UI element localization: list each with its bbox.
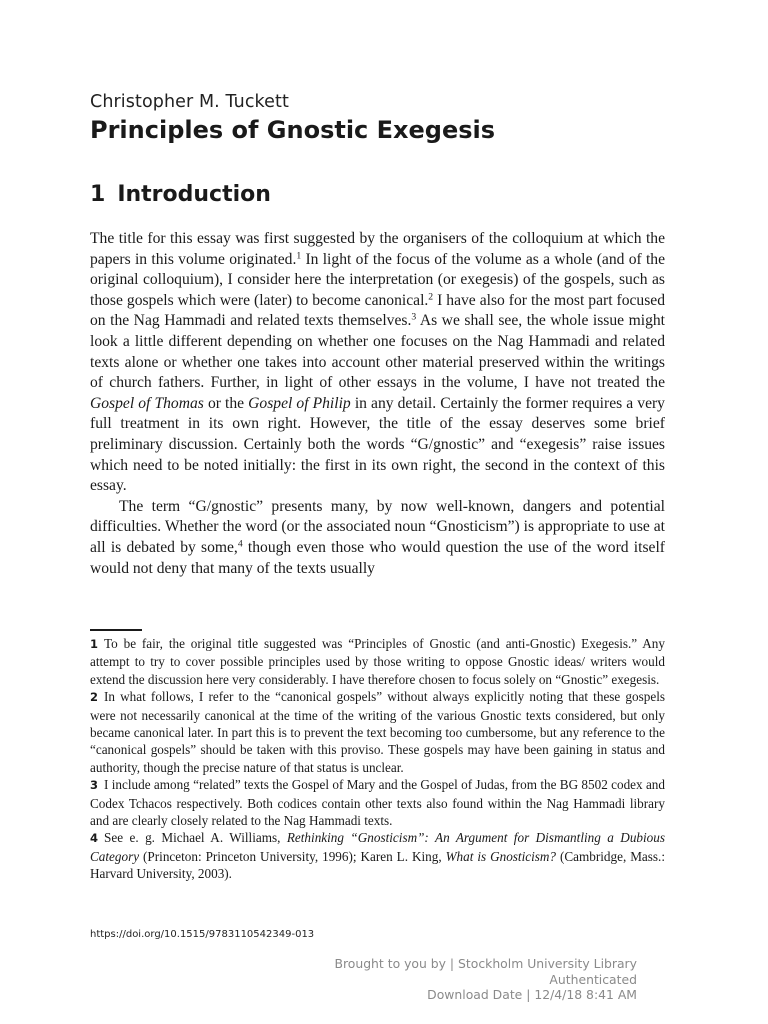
watermark-line: Brought to you by | Stockholm University Library bbox=[334, 956, 637, 971]
footnote-text: I include among “related” texts the Gospel of Mary and the Gospel of Judas, from the BG 8502 codex and Codex Tchacos respectively. Both codices contain other texts also found within the Nag Hammadi library and are clearly closely related to the Nag Hammadi texts. bbox=[90, 777, 665, 829]
text-run: As we shall see, the whole issue might look a little different depending on whether one focuses on the Nag Hammadi and related texts alone or whether one takes into account other material preserved within the writings of church fathers. Further, in light of other essays in the volume, I have not treated the bbox=[90, 312, 665, 392]
footnotes bbox=[90, 635, 665, 883]
footnote-text: (Cambridge, Mass.: Harvard University, 2003). bbox=[90, 848, 666, 882]
footnote-number: 3 bbox=[90, 778, 99, 793]
italic-title: What is Gnosticism? bbox=[445, 848, 557, 864]
watermark-line: Authenticated bbox=[549, 971, 637, 987]
footnote-divider bbox=[90, 629, 142, 631]
footnote-text: To be fair, the original title suggested was “Principles of Gnostic (and anti-Gnostic) Exegesis.” Any attempt to try to cover possible principles used by those writing to oppose Gnostic ideas/ writers would extend the discussion here very considerably. I have therefore chosen to focus solely on “Gnostic” exegesis. bbox=[90, 636, 665, 687]
footnote-ref-4: 4 bbox=[237, 538, 243, 550]
footnote-text: See e. g. Michael A. Williams, bbox=[104, 830, 287, 846]
footnote-ref-2: 2 bbox=[428, 291, 434, 303]
footnote-3 bbox=[90, 776, 665, 829]
paragraph-1 bbox=[90, 229, 665, 497]
section-heading bbox=[90, 182, 271, 207]
footnote-number: 1 bbox=[90, 637, 99, 651]
footnote-text: In what follows, I refer to the “canonical gospels” without always explicitly noting that these gospels were not necessarily canonical at the time of the writing of the various Gnostic texts considered, but only became canonical later. In part this is to prevent the text becoming too cumbersome, but any reference to the “canonical gospels” should be taken with this proviso. These gospels may have been gaining in status and authority, though the precise nature of that status is unclear. bbox=[90, 689, 665, 775]
footnote-number: 4 bbox=[90, 831, 99, 846]
author-name: Christopher M. Tuckett bbox=[90, 92, 289, 112]
text-run: in any detail. Certainly the former requires a very full treatment in its own right. However, the title of the essay deserves some brief preliminary discussion. Certainly both the words “G/gnostic” and “exegesis” raise issues which need to be noted initially: the first in its own right, the second in the context of this essay. bbox=[90, 394, 665, 495]
italic-title: Gospel of Thomas bbox=[90, 394, 204, 412]
footnote-2 bbox=[90, 688, 665, 776]
chapter-title: Principles of Gnostic Exegesis bbox=[90, 116, 496, 144]
italic-title: Rethinking “Gnosticism”: An Argument for Dismantling a Dubious Category bbox=[90, 830, 665, 864]
italic-title: Gospel of Philip bbox=[248, 394, 351, 412]
section-title: Introduction bbox=[117, 182, 271, 207]
footnote-ref-1: 1 bbox=[296, 250, 302, 262]
footnote-ref-3: 3 bbox=[411, 312, 417, 324]
text-run: In light of the focus of the volume as a whole (and of the original colloquium), I consider here the interpretation (or exegesis) of the gospels, such as those gospels which were (later) to become canonical. bbox=[90, 250, 666, 309]
doi-link[interactable]: https://doi.org/10.1515/9783110542349-013 bbox=[90, 929, 315, 940]
watermark-line: Download Date | 12/4/18 8:41 AM bbox=[427, 987, 637, 1003]
text-run: The term “G/gnostic” presents many, by now well-known, dangers and potential difficulties. Whether the word (or the associated noun “Gnosticism”) is appropriate to use at all is debated by some, bbox=[90, 497, 665, 556]
footnote-text: (Princeton: Princeton University, 1996); Karen L. King, bbox=[139, 848, 446, 864]
section-number: 1 bbox=[90, 182, 106, 207]
paragraph-2 bbox=[90, 497, 665, 579]
text-run: The title for this essay was first suggested by the organisers of the colloquium at which the papers in this volume originated. bbox=[90, 230, 665, 268]
footnote-1 bbox=[90, 635, 665, 688]
text-run: or the bbox=[203, 394, 249, 412]
download-watermark bbox=[334, 956, 637, 1003]
text-run: though even those who would question the use of the word itself would not deny that many of the texts usually bbox=[90, 538, 665, 577]
footnote-number: 2 bbox=[90, 690, 99, 705]
text-run: I have also for the most part focused on the Nag Hammadi and related texts themselves. bbox=[90, 291, 666, 330]
main-text bbox=[90, 229, 665, 579]
footnote-4 bbox=[90, 829, 665, 882]
